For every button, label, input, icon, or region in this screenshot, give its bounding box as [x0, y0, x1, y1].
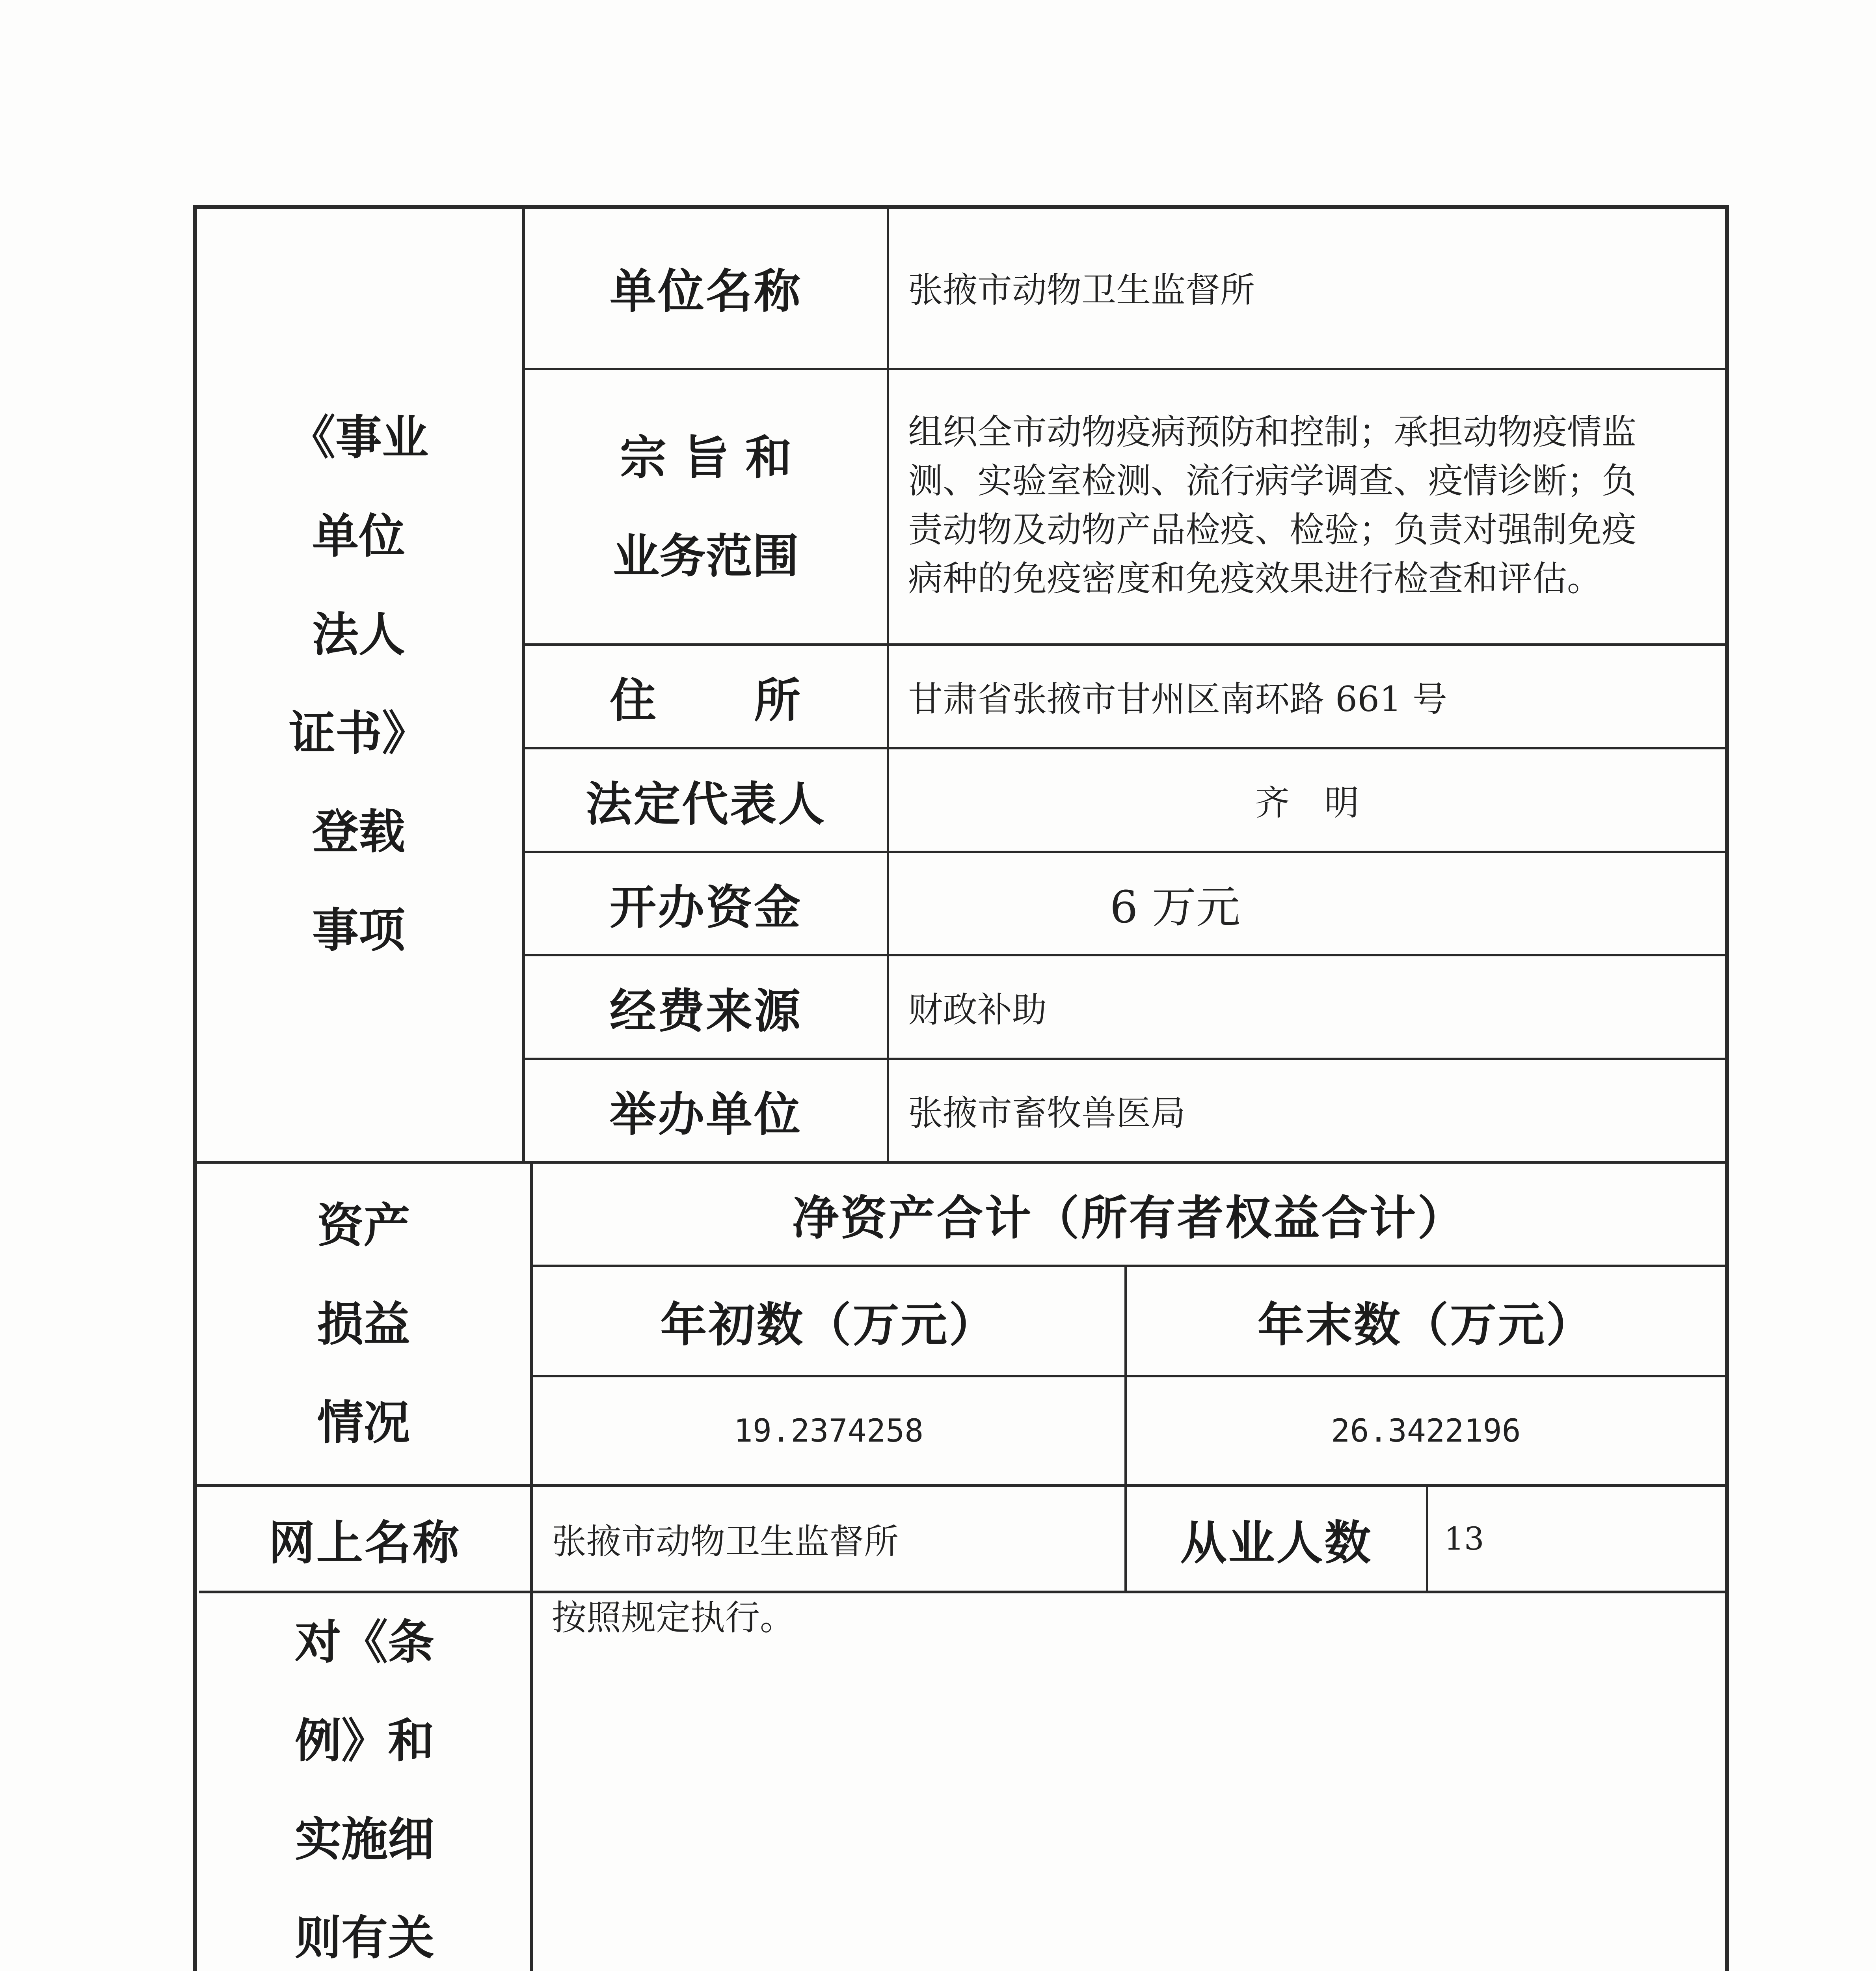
end-of-year-value: 26.3422196	[1331, 1412, 1521, 1449]
legal-rep-label: 法定代表人	[585, 776, 826, 831]
staff-count-value: 13	[1444, 1520, 1484, 1557]
purpose-value-line: 测、实验室检测、流行病学调查、疫情诊断；负	[908, 460, 1637, 501]
section-line-online	[197, 1484, 1726, 1487]
purpose-value-line: 组织全市动物疫病预防和控制；承担动物疫情监	[908, 412, 1637, 452]
col-divider-top	[522, 205, 525, 1163]
registration-section-title	[195, 207, 522, 1161]
registration-title-line: 法人	[312, 607, 405, 662]
capital-value: 6 万元	[1110, 881, 1240, 933]
unit-name-label: 单位名称	[609, 264, 802, 319]
legal-rep-value: 齐 明	[1255, 782, 1359, 823]
registration-title-line: 单位	[312, 509, 405, 563]
section-line-assets	[195, 1161, 1726, 1164]
unit-name-value: 张掖市动物卫生监督所	[908, 270, 1255, 310]
registration-title-line: 事项	[312, 903, 405, 958]
compliance-section-title	[199, 1593, 530, 1971]
funding-label: 经费来源	[609, 983, 802, 1038]
purpose-label-line: 宗 旨 和	[620, 430, 792, 485]
end-of-year-label: 年末数（万元）	[1257, 1297, 1594, 1352]
registration-title-line: 《事业	[288, 410, 428, 465]
capital-label: 开办资金	[609, 880, 802, 935]
registration-title-line: 证书》	[288, 706, 428, 760]
purpose-value-line: 病种的免疫密度和免疫效果进行检查和评估。	[908, 558, 1602, 599]
purpose-label-line: 业务范围	[612, 528, 799, 583]
begin-of-year-label: 年初数（万元）	[660, 1297, 997, 1352]
compliance-title-line: 实施细	[294, 1812, 434, 1867]
assets-section-title	[197, 1164, 530, 1484]
sponsor-label: 举办单位	[609, 1087, 802, 1142]
purpose-value	[889, 370, 1725, 643]
compliance-title-line: 对《条	[294, 1615, 434, 1669]
net-assets-header: 净资产合计（所有者权益合计）	[792, 1190, 1466, 1245]
sponsor-value: 张掖市畜牧兽医局	[908, 1093, 1186, 1133]
assets-title-line: 资产	[317, 1198, 410, 1253]
assets-title-line: 损益	[317, 1296, 410, 1351]
purpose-label	[525, 370, 887, 643]
compliance-title-line: 则有关	[294, 1910, 434, 1965]
col-divider-bottom	[530, 1163, 533, 1971]
compliance-title-line: 例》和	[294, 1713, 434, 1768]
compliance-value: 按照规定执行。	[552, 1597, 795, 1638]
online-name-value: 张掖市动物卫生监督所	[552, 1521, 899, 1562]
begin-of-year-value: 19.2374258	[733, 1412, 924, 1449]
assets-title-line: 情况	[317, 1395, 410, 1450]
frame-right	[1725, 205, 1729, 1971]
staff-count-label: 从业人数	[1180, 1515, 1373, 1570]
address-value: 甘肃省张掖市甘州区南环路 661 号	[908, 678, 1447, 719]
online-name-label: 网上名称	[268, 1515, 461, 1570]
registration-title-line: 登载	[312, 804, 405, 859]
funding-value: 财政补助	[908, 989, 1047, 1030]
purpose-value-line: 责动物及动物产品检疫、检验；负责对强制免疫	[908, 509, 1637, 550]
address-label: 住 所	[609, 673, 802, 728]
